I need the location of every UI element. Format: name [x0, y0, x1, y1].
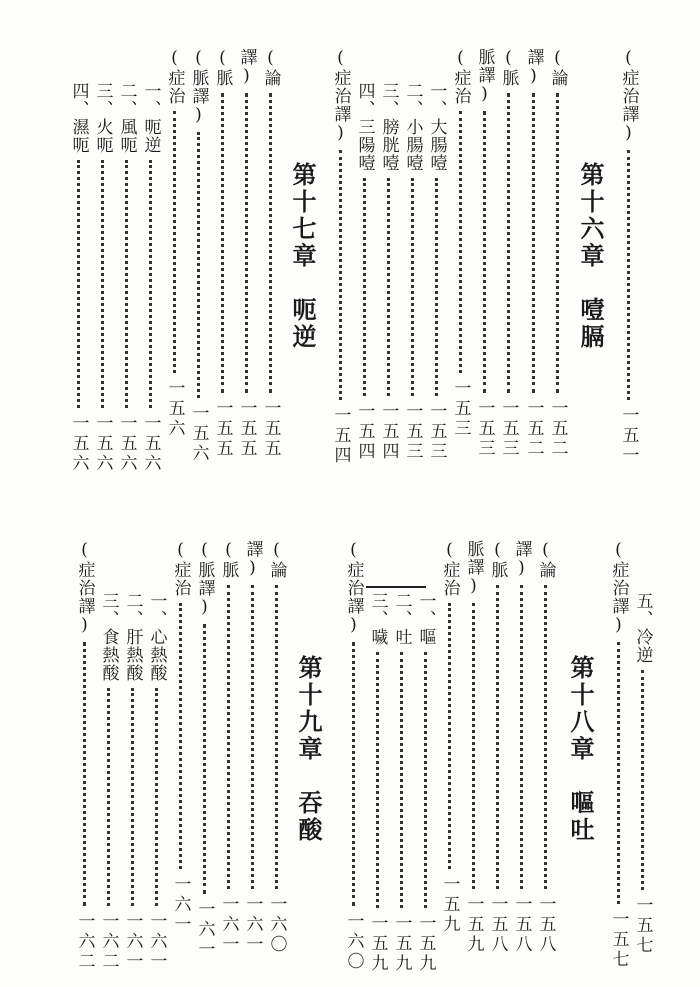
leader-dots — [532, 93, 535, 393]
leader-dots — [203, 624, 206, 894]
entry-label: 一、大腸噎 — [426, 82, 447, 172]
entry-label: (論 — [535, 540, 556, 579]
toc-entry[interactable] — [513, 540, 530, 955]
toc-entry[interactable] — [500, 48, 517, 459]
page-number: 一五七 — [608, 910, 629, 970]
page-number: 一五三 — [498, 399, 519, 459]
page-number: 一六一 — [218, 895, 239, 955]
grouping-brace — [366, 572, 426, 588]
entry-label: 治 — [439, 579, 460, 597]
leader-dots — [387, 178, 390, 396]
entry-label: (症 — [164, 48, 185, 87]
toc-entry[interactable] — [148, 592, 165, 972]
toc-entry[interactable] — [124, 592, 141, 972]
toc-entry[interactable] — [345, 540, 362, 972]
chapter-19-title: 第十九章 吞酸 — [294, 655, 323, 844]
toc-entry[interactable] — [196, 540, 213, 960]
entry-label: (論 — [260, 48, 281, 87]
page-number: 一六二 — [98, 912, 119, 972]
toc-entry[interactable] — [369, 592, 386, 974]
page-number: 一五二 — [547, 399, 568, 459]
entry-label: (脈譯) — [188, 48, 209, 126]
chapter-16-title: 第十六章 噎膈 — [576, 162, 605, 351]
entry-label: 四、濕呃 — [68, 82, 89, 154]
leader-dots — [424, 652, 427, 908]
toc-entry[interactable] — [94, 82, 111, 474]
page-number: 一六〇 — [266, 895, 287, 955]
page-number: 一六一 — [242, 895, 263, 955]
entry-label: 譯) — [511, 540, 532, 579]
page-number: 一五三 — [474, 399, 495, 459]
toc-entry[interactable] — [489, 540, 506, 955]
toc-entry[interactable] — [476, 48, 493, 459]
leader-dots — [507, 93, 510, 393]
entry-label: 四、三陽噎 — [354, 82, 375, 172]
leader-dots — [459, 111, 462, 373]
page-number: 一五五 — [212, 399, 233, 459]
page-number: 一五一 — [618, 406, 639, 466]
leader-dots — [77, 160, 80, 408]
entry-label: 一、心熱酸 — [146, 592, 167, 682]
entry-label: 五、冷逆 — [632, 592, 653, 664]
page-number: 一五六 — [92, 414, 113, 474]
toc-entry[interactable] — [452, 48, 469, 439]
entry-label: 二、肝熱酸 — [122, 592, 143, 682]
leader-dots — [544, 585, 547, 889]
toc-entry[interactable] — [610, 540, 627, 970]
page-number: 一五四 — [330, 406, 351, 466]
page-number: 一五六 — [116, 414, 137, 474]
page-number: 一六二 — [74, 912, 95, 972]
leader-dots — [400, 652, 403, 908]
page-number: 一五七 — [632, 896, 653, 956]
page-number: 一五三 — [426, 402, 447, 462]
entry-label: 二、吐 — [391, 592, 412, 646]
leader-dots — [617, 642, 620, 904]
page-number: 一五六 — [68, 414, 89, 474]
leader-dots — [627, 150, 630, 400]
leader-dots — [227, 585, 230, 889]
page-number: 一五九 — [415, 914, 436, 974]
leader-dots — [435, 178, 438, 396]
entry-label: (脈 — [487, 540, 508, 579]
entry-label: (脈 — [212, 48, 233, 87]
leader-dots — [107, 688, 110, 906]
entry-label: (症治譯) — [330, 48, 351, 144]
entry-label: (症治譯) — [608, 540, 629, 636]
entry-label: 譯) — [523, 48, 544, 87]
leader-dots — [131, 688, 134, 906]
leader-dots — [197, 132, 200, 398]
page-number: 一五六 — [188, 404, 209, 464]
chapter-18-title: 第十八章 嘔吐 — [566, 655, 595, 844]
page-number: 一五九 — [463, 895, 484, 955]
toc-entry[interactable] — [220, 540, 237, 955]
entry-label: (論 — [266, 540, 287, 579]
page-number: 一六〇 — [343, 912, 364, 972]
page-number: 一五二 — [523, 399, 544, 459]
toc-entry[interactable] — [356, 82, 373, 462]
entry-label: 治 — [164, 87, 185, 105]
entry-label: 三、膀胱噎 — [378, 82, 399, 172]
entry-label: (症治譯) — [74, 540, 95, 636]
toc-entry[interactable] — [525, 48, 542, 459]
page-number: 一五六 — [164, 379, 185, 439]
leader-dots — [101, 160, 104, 408]
toc-entry[interactable] — [620, 48, 637, 466]
entry-label: 一、嘔 — [415, 592, 436, 646]
toc-entry[interactable] — [142, 82, 159, 474]
leader-dots — [125, 160, 128, 408]
entry-label: 三、火呃 — [92, 82, 113, 154]
chapter-heading — [576, 162, 605, 351]
entry-label: (症治譯) — [343, 540, 364, 636]
entry-label: 治 — [450, 87, 471, 105]
page-number: 一五九 — [367, 914, 388, 974]
entry-label: 二、風呃 — [116, 82, 137, 154]
entry-label: 譯) — [236, 48, 257, 87]
toc-entry[interactable] — [332, 48, 349, 466]
toc-entry[interactable] — [166, 48, 183, 439]
page-number: 一五八 — [535, 895, 556, 955]
leader-dots — [221, 93, 224, 393]
toc-entry[interactable] — [214, 48, 231, 459]
page-number: 一六一 — [122, 912, 143, 972]
entry-label: 三、食熱酸 — [98, 592, 119, 682]
entry-label: (症 — [170, 540, 191, 579]
entry-label: 一、呃逆 — [140, 82, 161, 154]
leader-dots — [245, 93, 248, 393]
toc-entry[interactable] — [238, 48, 255, 459]
entry-label: (脈譯) — [194, 540, 215, 618]
leader-dots — [411, 178, 414, 396]
chapter-17-title: 第十七章 呃逆 — [288, 162, 317, 351]
leader-dots — [173, 111, 176, 373]
leader-dots — [556, 93, 559, 393]
entry-label: (脈 — [498, 48, 519, 87]
page-number: 一六一 — [146, 912, 167, 972]
page-number: 一五八 — [511, 895, 532, 955]
entry-label: (症 — [439, 540, 460, 579]
page-number: 一五五 — [260, 399, 281, 459]
page-number: 一五九 — [391, 914, 412, 974]
leader-dots — [448, 603, 451, 869]
toc-entry[interactable] — [417, 592, 434, 974]
entry-label: (症 — [450, 48, 471, 87]
leader-dots — [251, 585, 254, 889]
page-number: 一五四 — [378, 402, 399, 462]
entry-label: 譯) — [242, 540, 263, 579]
leader-dots — [520, 585, 523, 889]
entry-label: 二、小腸噎 — [402, 82, 423, 172]
toc-entry[interactable] — [465, 540, 482, 955]
page-number: 一五三 — [402, 402, 423, 462]
toc-entry[interactable] — [393, 592, 410, 974]
entry-label: 三、噦 — [367, 592, 388, 646]
toc-entry[interactable] — [537, 540, 554, 955]
leader-dots — [496, 585, 499, 889]
leader-dots — [641, 670, 644, 890]
entry-label: (論 — [547, 48, 568, 87]
leader-dots — [472, 603, 475, 889]
entry-label: 脈譯) — [474, 48, 495, 105]
toc-entry[interactable] — [441, 540, 458, 935]
toc-entry[interactable] — [100, 592, 117, 972]
page-number: 一五四 — [354, 402, 375, 462]
leader-dots — [376, 652, 379, 908]
page-number: 一五五 — [236, 399, 257, 459]
chapter-heading — [566, 655, 595, 844]
leader-dots — [352, 642, 355, 906]
page-number: 一六一 — [194, 900, 215, 960]
toc-entry[interactable] — [76, 540, 93, 972]
toc-entry[interactable] — [244, 540, 261, 955]
toc-entry[interactable] — [262, 48, 279, 459]
page-number: 一五九 — [439, 875, 460, 935]
entry-label: (症治譯) — [618, 48, 639, 144]
leader-dots — [179, 603, 182, 869]
leader-dots — [275, 585, 278, 889]
page-number: 一六一 — [170, 875, 191, 935]
leader-dots — [363, 178, 366, 396]
entry-label: 脈譯) — [463, 540, 484, 597]
entry-label: 治 — [170, 579, 191, 597]
toc-entry[interactable] — [268, 540, 285, 955]
page-number: 一五三 — [450, 379, 471, 439]
chapter-heading — [294, 655, 323, 844]
entry-label: (脈 — [218, 540, 239, 579]
leader-dots — [155, 688, 158, 906]
leader-dots — [483, 111, 486, 393]
chapter-heading — [288, 162, 317, 351]
leader-dots — [339, 150, 342, 400]
toc-entry[interactable] — [634, 592, 651, 956]
toc-entry[interactable] — [172, 540, 189, 935]
toc-entry[interactable] — [549, 48, 566, 459]
leader-dots — [83, 642, 86, 906]
leader-dots — [269, 93, 272, 393]
page-number: 一五六 — [140, 414, 161, 474]
toc-entry[interactable] — [380, 82, 397, 462]
toc-entry[interactable] — [118, 82, 135, 474]
toc-entry[interactable] — [190, 48, 207, 464]
page-number: 一五八 — [487, 895, 508, 955]
toc-entry[interactable] — [428, 82, 445, 462]
toc-entry[interactable] — [70, 82, 87, 474]
leader-dots — [149, 160, 152, 408]
toc-entry[interactable] — [404, 82, 421, 462]
